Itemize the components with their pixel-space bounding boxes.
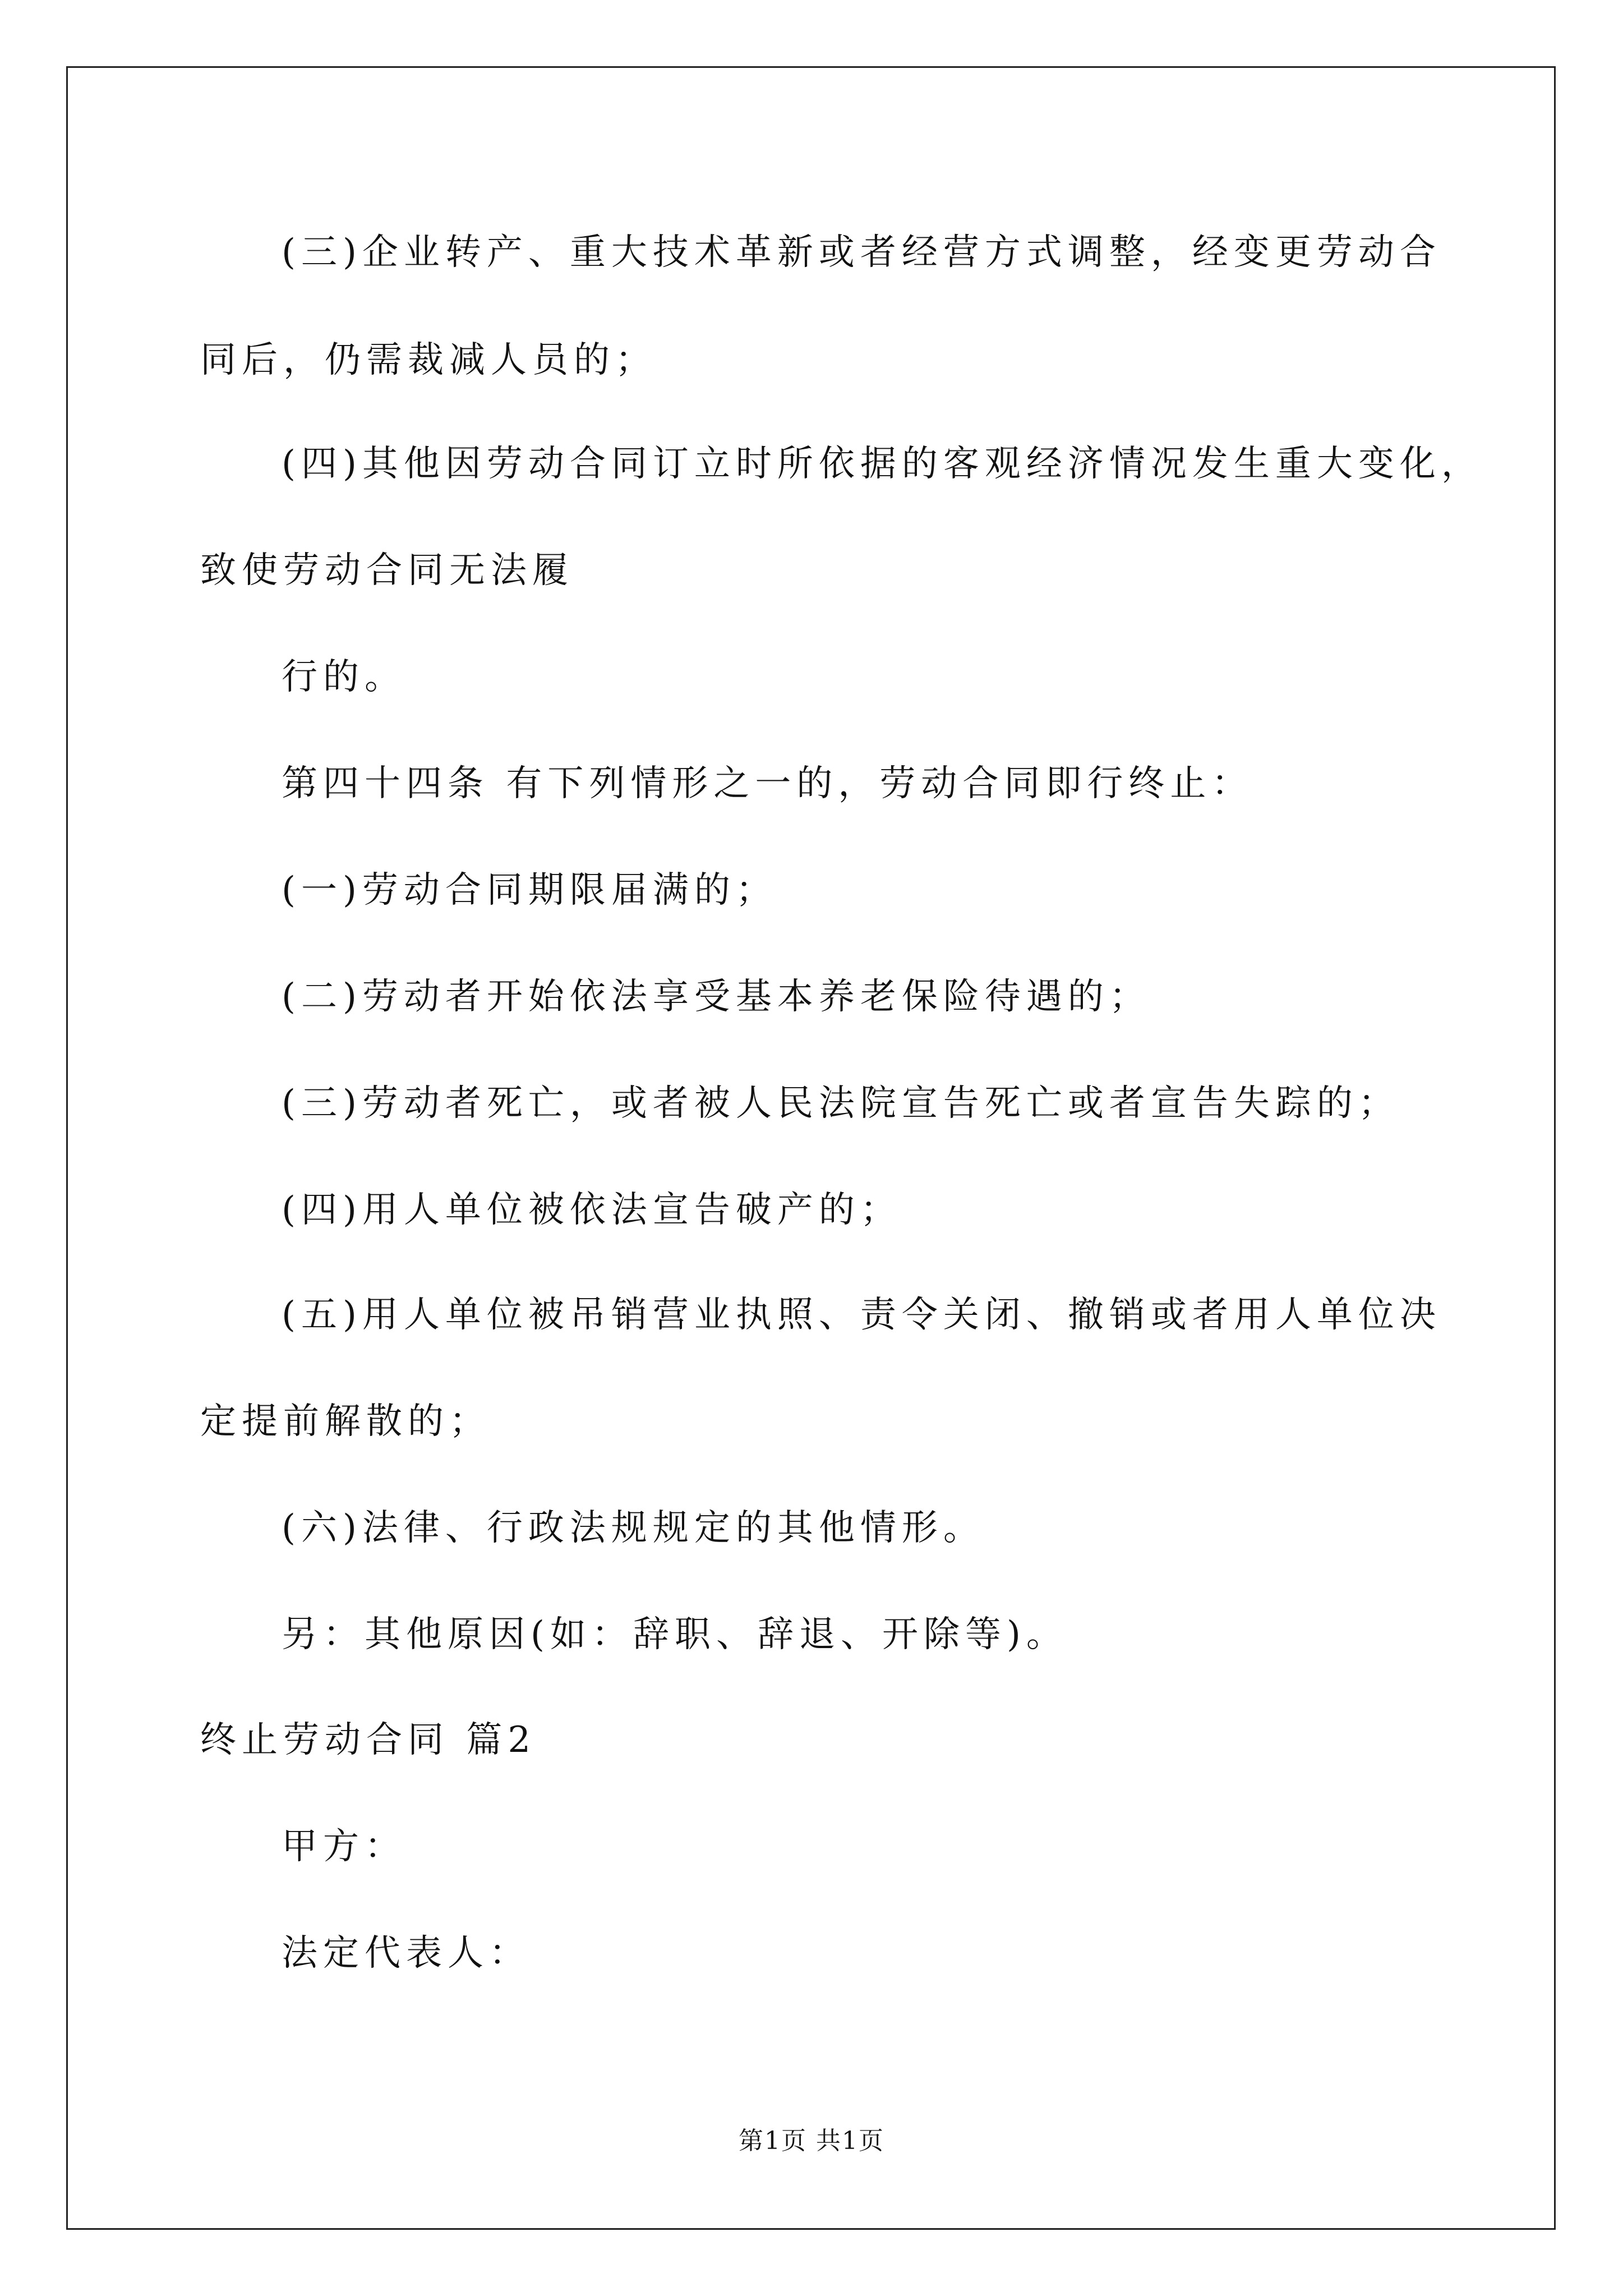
party-a-label: 甲方：: [282, 1826, 406, 1867]
paragraph-line: 致使劳动合同无法履: [200, 550, 574, 591]
page-border: [66, 66, 1556, 2230]
section-title: 终止劳动合同 篇2: [200, 1719, 537, 1761]
list-item: (六)法律、行政法规规定的其他情形。: [282, 1507, 985, 1549]
paragraph-line: 行的。: [282, 656, 406, 698]
list-item: (二)劳动者开始依法享受基本养老保险待遇的；: [282, 976, 1151, 1018]
paragraph-line: 另：其他原因(如：辞职、辞退、开除等)。: [282, 1614, 1068, 1655]
list-item: (三)劳动者死亡，或者被人民法院宣告死亡或者宣告失踪的；: [282, 1083, 1400, 1124]
legal-representative-label: 法定代表人：: [282, 1932, 531, 1974]
paragraph-line: (三)企业转产、重大技术革新或者经营方式调整，经变更劳动合: [282, 232, 1441, 273]
list-item: (四)用人单位被依法宣告破产的；: [282, 1189, 902, 1231]
paragraph-line: 同后，仍需裁减人员的；: [200, 339, 657, 381]
article-heading: 第四十四条 有下列情形之一的，劳动合同即行终止：: [282, 763, 1253, 804]
list-item-continuation: 定提前解散的；: [200, 1401, 491, 1442]
paragraph-line: (四)其他因劳动合同订立时所依据的客观经济情况发生重大变化，: [282, 443, 1483, 485]
list-item: (一)劳动合同期限届满的；: [282, 869, 777, 911]
page-number: 第1页 共1页: [739, 2127, 884, 2155]
list-item: (五)用人单位被吊销营业执照、责令关闭、撤销或者用人单位决: [282, 1294, 1441, 1336]
